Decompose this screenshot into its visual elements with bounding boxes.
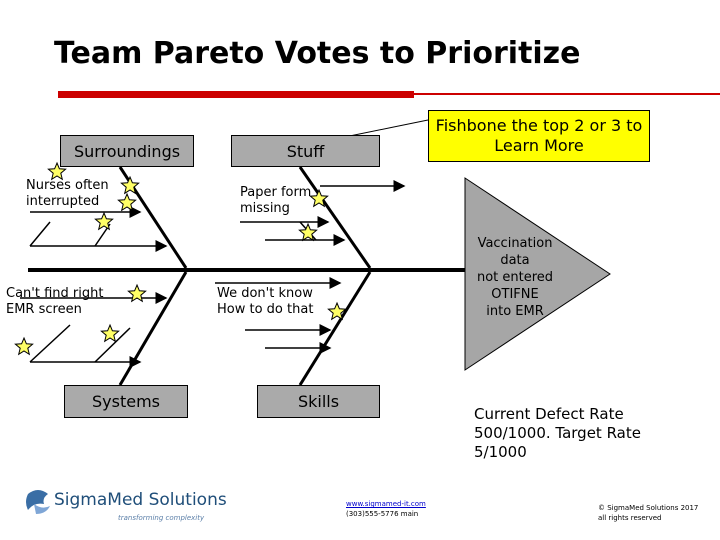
logo-tagline: transforming complexity xyxy=(118,514,205,522)
footer-copyright: © SigmaMed Solutions 2017 all rights reserved xyxy=(598,504,699,522)
cause-emr-screen: Can't find right EMR screen xyxy=(6,286,104,317)
footer-phone: (303)555-5776 main xyxy=(346,510,419,518)
logo-text: SigmaMed Solutions xyxy=(54,490,227,510)
cause-dont-know: We don't know How to do that xyxy=(217,286,314,317)
category-skills: Skills xyxy=(257,385,380,418)
footer-website-link[interactable]: www.sigmamed-it.com xyxy=(346,500,426,508)
cause-nurses: Nurses often interrupted xyxy=(26,178,109,209)
category-stuff: Stuff xyxy=(231,135,380,167)
page-title: Team Pareto Votes to Prioritize xyxy=(54,36,581,71)
defect-rate: Current Defect Rate 500/1000. Target Rate 5/1000 xyxy=(474,405,641,461)
problem-statement: Vaccination data not entered OTIFNE into EMR xyxy=(476,236,554,319)
cause-paper-form: Paper form missing xyxy=(240,185,312,216)
callout-box: Fishbone the top 2 or 3 to Learn More xyxy=(428,110,650,162)
category-surroundings: Surroundings xyxy=(60,135,194,167)
category-systems: Systems xyxy=(64,385,188,418)
